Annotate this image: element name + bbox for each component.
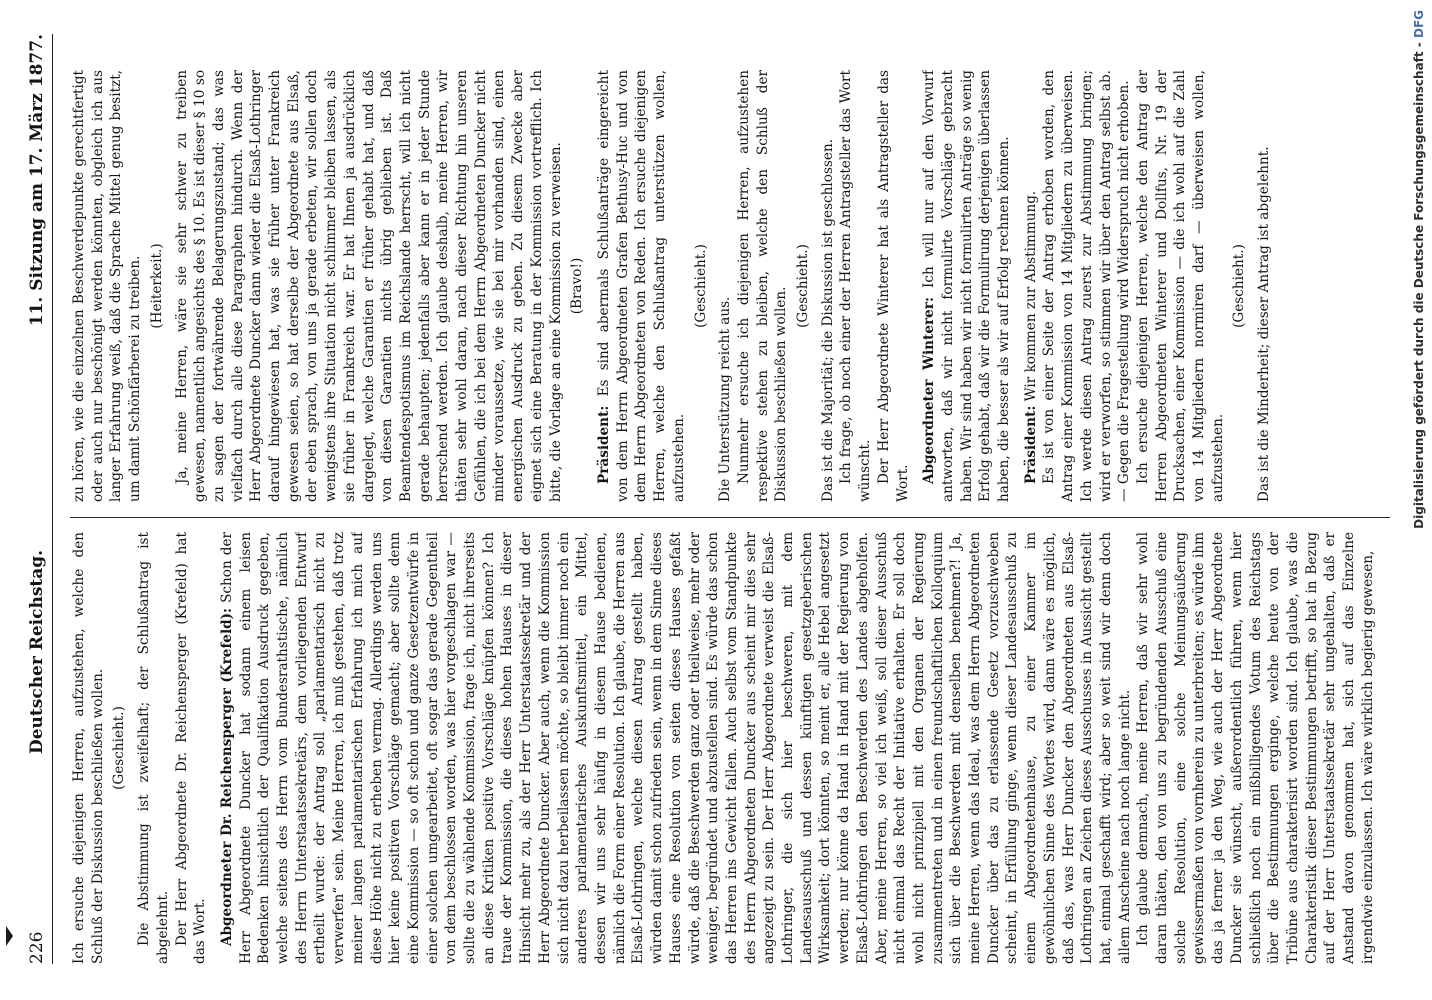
binding-arrow-mark <box>6 926 13 946</box>
speaker-name: Präsident: <box>595 405 612 484</box>
paragraph-text: Der Herr Abgeordnete Dr. Reichensperger (Krefeld) hat das Wort. <box>173 532 209 964</box>
paragraph-text: Es sind abermals Schlußanträge eingereicht von dem Herrn Abgeordneten Grafen Bethusy-Huc und von dem Herrn Abgeordneten von Reden. Ich ersuche diejenigen Herren, welche den Schlußantrag unterstützen wollen, aufzustehen. <box>595 70 687 502</box>
paragraph-text: (Geschieht.) <box>111 706 128 790</box>
paragraph-text: Ich will nur auf den Vorwurf antworten, daß wir nicht formulirte Vorschläge gebracht haben. Wir sind haben wir nicht formulirten Anträge so wenig Erfolg gehabt, daß wir die Formulirung derjenigen überlassen haben, die besser als wir auf Erfolg rechnen können. <box>921 70 1013 502</box>
journal-title: Deutscher Reichstag. <box>27 549 47 754</box>
page-number: 226 <box>27 931 47 964</box>
paragraph-text: Ja, meine Herren, wäre sie sehr schwer zu treiben gewesen, namentlich angesichts des § 10. Es ist dieser § 10 so zu sagen der fortwährende Belagerungszustand; das was vielfach durch alle diese Paragraphen hindurch. Wenn der Herr Abgeordnete Duncker dann wieder die Elsaß-Lothringer darauf hingewiesen hat, was sie früher unter Frankreich gewesen seien, so hat derselbe der Abgeordnete aus Elsaß, der eben sprach, von uns ja gerade erbeten, wir sollen doch wenigstens ihre Situation nicht schlimmer bleiben lassen, als sie früher in Frankreich war. Er hat Ihnen ja ausdrücklich dargelegt, welche Garantien er früher gehabt hat, und daß von diesen Garantien nichts übrig geblieben ist. Daß Beamtendespotismus im Reichslande herrscht, will ich nicht gerade behaupten; jedenfalls aber kann er in jeder Stunde herrschend werden. Ich glaube deshalb, meine Herren, wir thäten sehr wohl daran, nach dieser Richtung hin unseren Gefühlen, die ich bei dem Herrn Abgeordneten Duncker nicht minder voraussetze, wie sie bei mir vorhanden sind, einen energischen Ausdruck zu geben. Zu diesem Zwecke aber eignet sich eine Beratung in der Kommission vortrefflich. Ich bitte, die Vorlage an eine Kommission zu verweisen. <box>173 70 564 502</box>
paragraph-text: (Geschieht.) <box>1231 244 1248 328</box>
paragraph-text: (Geschieht.) <box>795 244 812 328</box>
paragraph-text: Die Abstimmung ist zweifelhaft; der Schlußantrag ist abgelehnt. <box>136 532 171 964</box>
paragraph-text: Es ist von einer Seite der Antrag erhoben worden, den Antrag einer Kommission von 14 Mitgliedern zu überweisen. Ich werde diesen Antrag zuerst zur Abstimmung bringen; wird er verworfen, so stimmen wir über den Antrag selbst ab. — Gegen die Fragestellung wird Widerspruch nicht erhoben. <box>1041 70 1133 502</box>
paragraph-text: Nunmehr ersuche ich diejenigen Herren, aufzustehen respektive stehen zu bleiben, welche den Schluß der Diskussion beschließen wollen. <box>735 70 790 502</box>
paragraph-text: Wir kommen zur Abstimmung. <box>1022 190 1039 402</box>
credit-text: Digitalisierung gefördert durch die Deutsche Forschungsgemeinschaft - <box>1412 42 1426 529</box>
speaker-name: Abgeordneter Dr. Reichensperger (Krefeld): <box>218 607 235 946</box>
paragraph-text: Das ist die Majorität; die Diskussion ist geschlossen. <box>819 138 836 502</box>
paragraph-text: Ich ersuche diejenigen Herren, aufzustehen, welche den Schluß der Diskussion beschließen wollen. <box>71 532 106 964</box>
paragraph-text: Ich glaube demnach, meine Herren, daß wir sehr wohl daran thäten, den von uns zu begründenden Ausschuß eine solche Resolution, eine solche Meinungsäußerung gewissermaßen von vornherein zu unterbreiten; es würde ihm das ja ferner ja den Weg, wie auch der Herr Abgeordnete Duncker sie wünscht, außerordentlich führen, wenn hier schließlich noch ein mißbilligendes Votum des Reichstags über die Bestimmungen erginge, welche heute von der Tribüne aus charakterisirt worden sind. Ich glaube, was die Charakteristik dieser Bestimmungen betrifft, so hat in Bezug auf der Herr Unterstaatssekretär sehr ungehalten, daß er Anstand davon genommen hat, sich auf das Einzelne irgendwie einzulassen. Ich wäre wirklich begierig gewesen, <box>1135 532 1376 964</box>
speaker-name: Präsident: <box>1022 405 1039 484</box>
paragraph-text: (Bravo!) <box>569 257 586 315</box>
paragraph-text: Das ist die Minderheit; dieser Antrag ist abgelehnt. <box>1256 146 1273 502</box>
paragraph-text: Ich ersuche diejenigen Herren, welche den Antrag der Herren Abgeordneten Winterer und Dollfus, Nr. 19 der Drucksachen, einer Kommission — die ich wohl auf die Zahl von 14 Mitgliedern normiren darf — überweisen wollen, aufzustehen. <box>1134 70 1226 502</box>
paragraph-text: zu hören, wie die einzelnen Beschwerdepunkte gerechtfertigt oder auch nur beschönigt werden könnten, obgleich ich aus langer Erfahrung weiß, daß die Sprache Mittel genug besitzt, um damit Schönfärberei zu treiben. <box>71 70 144 502</box>
paragraph-text: Ich frage, ob noch einer der Herren Antragsteller das Wort wünscht. <box>838 70 874 502</box>
paragraph-text: (Heiterkeit.) <box>148 243 165 329</box>
paragraph-text: (Geschieht.) <box>692 244 709 328</box>
speaker-name: Abgeordneter Winterer: <box>921 297 938 484</box>
paragraph-text: Der Herr Abgeordnete Winterer hat als Antragsteller das Wort. <box>875 70 911 502</box>
dfg-logo: DFG <box>1412 10 1426 39</box>
session-date: 11. Sitzung am 17. März 1877. <box>27 34 47 327</box>
paragraph-text: Die Unterstützung reicht aus. <box>717 296 734 502</box>
paragraph-text: Schon der Herr Abgeordnete Duncker hat sodann einem leisen Bedenken hinsichtlich der Qualifikation Ausdruck gegeben, welche seitens des Herrn vom Bundesrathstische, nämlich des Herrn Unterstaatssekretärs, dem vorliegenden Entwurf ertheilt wurde: der Antrag soll „parlamentarisch nicht zu verwerfen“ sein. Meine Herren, ich muß gestehen, daß trotz meiner langen parlamentarischen Erfahrung ich mich auf diese Höhe nicht zu erheben vermag. Allerdings werden uns hier keine positiven Vorschläge gemacht; aber sollte denn eine Kommission — so oft schon und ganze Gesetzentwürfe in einer solchen umgearbeitet, oft sogar das gerade Gegentheil von dem beschlossen worden, was hier vorgeschlagen war — sollte die zu wählende Kommission, frage ich, nicht ihrerseits an diese Kritiken positive Vorschläge knüpfen können? Ich traue der Kommission, die dieses hohen Hauses in dieser Hinsicht mehr zu, als der Herr Unterstaatssekretär und der Herr Abgeordnete Duncker. Aber auch, wenn die Kommission sich nicht dazu herbeilassen möchte, so bleibt immer noch ein anderes parlamentarisches Auskunftsmittel, ein Mittel, dessen wir uns sehr häufig in diesem Hause bedienen, nämlich die Form einer Resolution. Ich glaube, die Herren aus Elsaß-Lothringen, welche diesen Antrag gestellt haben, würden damit schon zufrieden sein, wenn in dem Sinne dieses Hauses eine Resolution von seiten dieses Hauses gefaßt würde, daß die Beschwerden ganz oder theilweise, mehr oder weniger, begründet und abzustellen sind. Es würde das schon das Herren ins Gewicht fallen. Auch selbst vom Standpunkte des Herrn Abgeordneten Duncker aus scheint mir dies sehr angezeigt zu sein. Der Herr Abgeordnete verweist die Elsaß-Lothringer, die sich hier beschweren, mit dem Landesausschuß und dessen künftigen gesetzgeberischen Wirksamkeit; dort könnten, so meint er, alle Hebel angesetzt werden; nur könne da Hand in Hand mit der Regierung von Elsaß-Lothringen den Beschwerden des Landes abgeholfen. Aber, meine Herren, so viel ich weiß, soll dieser Ausschuß nicht einmal das Recht der Initiative erhalten. Er soll doch wohl nicht prinzipiell mit den Organen der Regierung zusammentreten und in einen freundschaftlichen Kolloquium sich über die Beschwerden mit denselben benehmen?! Ja, meine Herren, wenn das Ideal, was dem Herrn Abgeordneten Duncker über das zu erlassende Gesetz vorzuschweben scheint, in Erfüllung ginge, wenn dieser Landesausschuß zu einem Abgeordnetenhause, zu einer Kammer im gewöhnlichen Sinne des Wortes wird, dann wäre es möglich, daß das, was Herr Duncker den Abgeordneten aus Elsaß-Lothringen an Zeichen dieses Ausschusses in Aussicht gestellt hat, einmal geschafft wird; aber so weit sind wir denn doch allem Anscheine nach noch lange nicht. <box>218 532 1133 964</box>
